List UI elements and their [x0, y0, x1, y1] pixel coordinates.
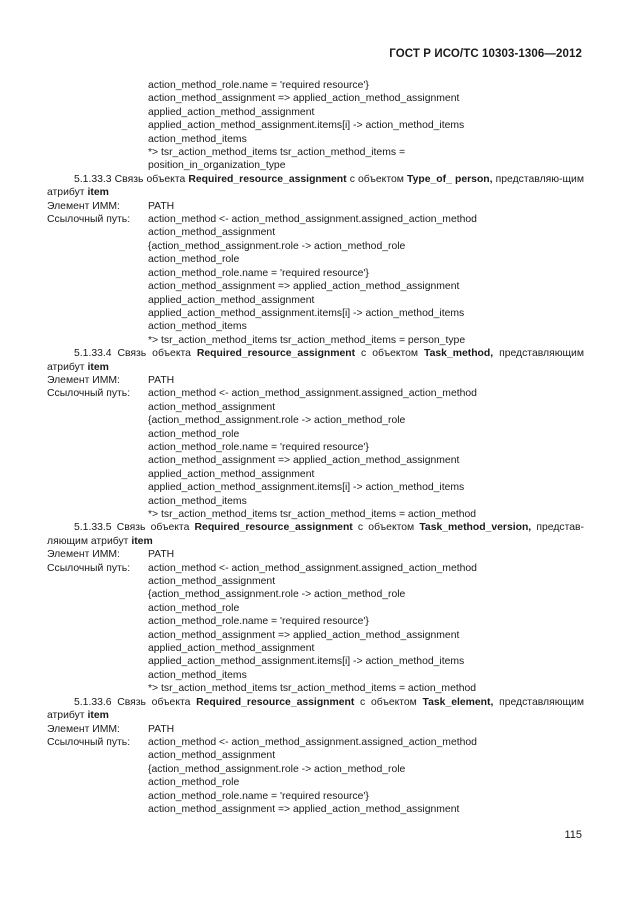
path-line: action_method_role	[148, 254, 240, 266]
section-text: представляющим атрибут	[47, 348, 584, 373]
path-line: {action_method_assignment.role -> action_method_role	[148, 763, 406, 775]
path-line: *> tsr_action_method_items tsr_action_method_items = action_method	[148, 683, 477, 695]
path-line: action_method_assignment	[148, 227, 276, 239]
path-line: applied_action_method_assignment.items[i] -> action_method_items	[148, 656, 465, 668]
path-line: action_method_role.name = 'required resource'}	[148, 790, 369, 802]
path-line: action_method_assignment => applied_action_method_assignment	[148, 281, 460, 293]
mapping-row	[47, 723, 584, 736]
section-heading	[47, 347, 584, 374]
section-connector: с объектом	[355, 348, 425, 360]
mapping-row	[47, 736, 584, 749]
path-line: applied_action_method_assignment.items[i] -> action_method_items	[148, 307, 465, 319]
target-entity: Task_element,	[422, 696, 494, 708]
path-line: action_method_items	[148, 495, 247, 507]
path-line: action_method_items	[148, 669, 247, 681]
mapping-row	[47, 387, 584, 400]
mapping-value: action_method <- action_method_assignment.assigned_action_method	[148, 562, 477, 574]
mapping-label: Ссылочный путь:	[47, 736, 131, 748]
section-number: 5.1.33.3 Связь объекта	[74, 173, 189, 185]
page-number: 115	[564, 829, 582, 841]
mapping-label: Элемент ИММ:	[47, 549, 120, 561]
section-number: 5.1.33.5 Связь объекта	[74, 522, 195, 534]
mapping-label: Ссылочный путь:	[47, 388, 131, 400]
section-connector: с объектом	[354, 696, 423, 708]
document-body	[47, 79, 584, 816]
path-line: action_method_assignment	[148, 401, 276, 413]
entity-name: Required_resource_assignment	[196, 348, 356, 360]
attribute-name: item	[87, 187, 109, 199]
path-line: action_method_role.name = 'required resource'}	[148, 441, 369, 453]
mapping-value: PATH	[148, 200, 175, 212]
entity-name: Required_resource_assignment	[188, 173, 347, 185]
target-entity: Task_method,	[424, 348, 494, 360]
mapping-row	[47, 562, 584, 575]
mapping-label: Элемент ИММ:	[47, 200, 120, 212]
entity-name: Required_resource_assignment	[194, 522, 353, 534]
mapping-label: Элемент ИММ:	[47, 374, 120, 386]
path-line: applied_action_method_assignment.items[i] -> action_method_items	[148, 120, 465, 132]
attribute-name: item	[131, 535, 153, 547]
mapping-label: Элемент ИММ:	[47, 723, 120, 735]
path-line: action_method_assignment => applied_action_method_assignment	[148, 629, 460, 641]
section-text: представ-ляющим атрибут	[47, 522, 584, 547]
path-line: {action_method_assignment.role -> action_method_role	[148, 240, 406, 252]
target-entity: Task_method_version,	[419, 522, 532, 534]
entity-name: Required_resource_assignment	[196, 696, 355, 708]
path-line: {action_method_assignment.role -> action_method_role	[148, 415, 406, 427]
mapping-label: Ссылочный путь:	[47, 214, 131, 226]
mapping-value: PATH	[148, 374, 175, 386]
path-line: action_method_role.name = 'required resource'}	[148, 80, 369, 91]
path-line: *> tsr_action_method_items tsr_action_method_items = action_method	[148, 509, 477, 520]
mapping-row	[47, 548, 584, 561]
section-connector: с объектом	[352, 522, 420, 534]
mapping-value: action_method <- action_method_assignment.assigned_action_method	[148, 388, 477, 400]
section-number: 5.1.33.4 Связь объекта	[74, 348, 197, 360]
standard-header: ГОСТ Р ИСО/ТС 10303-1306—2012	[389, 48, 582, 60]
section-connector: с объектом	[346, 173, 408, 185]
path-line: action_method_assignment => applied_action_method_assignment	[148, 93, 460, 105]
mapping-label: Ссылочный путь:	[47, 562, 131, 574]
path-line: applied_action_method_assignment	[148, 468, 315, 480]
mapping-value: PATH	[148, 549, 175, 561]
section-heading	[47, 521, 584, 548]
mapping-row	[47, 374, 584, 387]
path-line: *> tsr_action_method_items tsr_action_method_items = person_type	[148, 334, 466, 346]
section-heading	[47, 696, 584, 723]
path-line: action_method_role	[148, 777, 240, 789]
path-line: action_method_items	[148, 321, 247, 333]
path-line: action_method_assignment => applied_action_method_assignment	[148, 803, 460, 815]
path-line: action_method_role.name = 'required resource'}	[148, 267, 369, 279]
path-line: action_method_items	[148, 133, 247, 145]
path-line: applied_action_method_assignment	[148, 294, 315, 306]
mapping-row	[47, 200, 584, 213]
path-line: action_method_assignment => applied_action_method_assignment	[148, 455, 460, 467]
path-line: applied_action_method_assignment.items[i] -> action_method_items	[148, 482, 465, 494]
path-line: action_method_role	[148, 602, 240, 614]
section-number: 5.1.33.6 Связь объекта	[74, 696, 197, 708]
path-line: action_method_role.name = 'required resource'}	[148, 616, 369, 628]
path-line: position_in_organization_type	[148, 160, 286, 172]
mapping-value: action_method <- action_method_assignment.assigned_action_method	[148, 736, 477, 748]
target-entity: Type_of_ person,	[407, 173, 493, 185]
mapping-row	[47, 213, 584, 226]
path-line: applied_action_method_assignment	[148, 106, 315, 118]
attribute-name: item	[87, 710, 109, 722]
path-line: *> tsr_action_method_items tsr_action_method_items =	[148, 147, 406, 159]
attribute-name: item	[87, 361, 109, 373]
mapping-value: action_method <- action_method_assignment.assigned_action_method	[148, 214, 477, 226]
path-line: action_method_role	[148, 428, 240, 440]
section-heading	[47, 173, 584, 200]
mapping-value: PATH	[148, 723, 175, 735]
section-text: представляющим атрибут	[47, 696, 584, 722]
path-line: action_method_assignment	[148, 576, 276, 588]
path-line: action_method_assignment	[148, 750, 276, 762]
path-line: applied_action_method_assignment	[148, 643, 315, 655]
section-text: представляю-щим атрибут	[47, 173, 585, 199]
path-line: {action_method_assignment.role -> action_method_role	[148, 589, 406, 601]
